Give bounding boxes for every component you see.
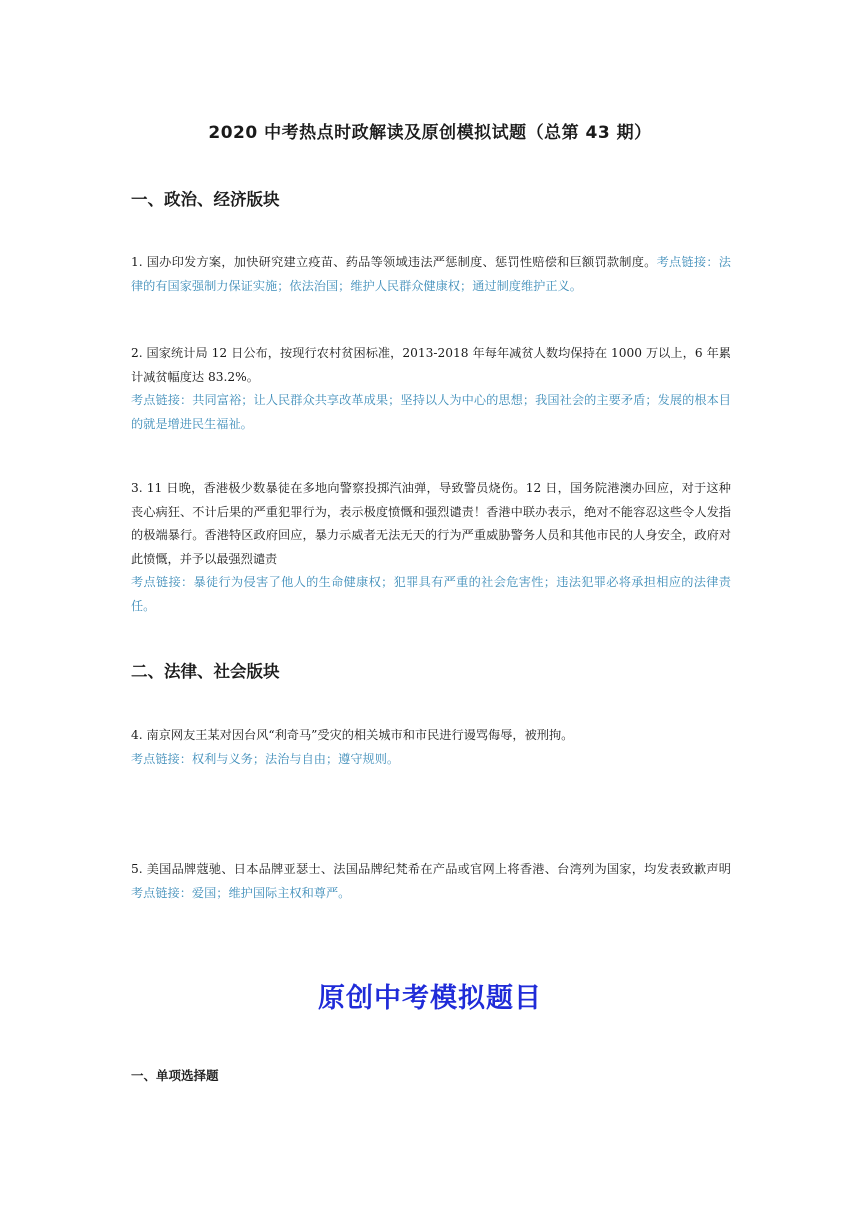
document-title: 2020 中考热点时政解读及原创模拟试题（总第 43 期） xyxy=(208,123,652,143)
exam-point-link: 考点链接：爱国；维护国际主权和尊严。 xyxy=(131,885,351,900)
news-item-text: 1. 国办印发方案，加快研究建立疫苗、药品等领域违法严惩制度、惩罚性赔偿和巨额罚款制度。 xyxy=(131,255,657,269)
section-heading-law-society: 二、法律、社会版块 xyxy=(131,662,280,681)
exam-point-link: 考点链接：法律的有国家强制力保证实施；依法治国；维护人民群众健康权；通过制度维护正义。 xyxy=(131,255,731,293)
news-item-text: 2. 国家统计局 12 日公布，按现行农村贫困标准，2013-2018 年每年减贫人数均保持在 1000 万以上，6 年累计减贫幅度达 83.2%。 xyxy=(131,346,731,384)
news-item-2 xyxy=(131,342,731,436)
news-item-4 xyxy=(131,724,731,771)
exam-point-link: 考点链接：共同富裕；让人民群众共享改革成果；坚持以人为中心的思想；我国社会的主要矛盾；发展的根本目的就是增进民生福祉。 xyxy=(131,393,731,431)
news-item-text: 4. 南京网友王某对因台风“利奇马”受灾的相关城市和市民进行谩骂侮辱，被刑拘。 xyxy=(131,728,574,742)
news-item-3 xyxy=(131,477,731,618)
section-heading-politics-economy: 一、政治、经济版块 xyxy=(131,190,280,209)
exam-point-link: 考点链接：暴徒行为侵害了他人的生命健康权；犯罪具有严重的社会危害性；违法犯罪必将承担相应的法律责任。 xyxy=(131,575,731,613)
news-item-1 xyxy=(131,251,731,298)
news-item-text: 5. 美国品牌蔻驰、日本品牌亚瑟士、法国品牌纪梵希在产品或官网上将香港、台湾列为国家，均发表致歉声明 xyxy=(131,862,731,876)
question-type-heading: 一、单项选择题 xyxy=(131,1068,219,1083)
news-item-text: 3. 11 日晚，香港极少数暴徒在多地向警察投掷汽油弹，导致警员烧伤。12 日，国务院港澳办回应，对于这种丧心病狂、不计后果的严重犯罪行为，表示极度愤慨和强烈谴责！香港中联办表示，绝对不能容忍这些令人发指的极端暴行。香港特区政府回应，暴力示威者无法无天的行为严重威胁警务人员和其他市民的人身安全，政府对此愤慨，并予以最强烈谴责 xyxy=(131,481,731,566)
exam-section-title: 原创中考模拟题目 xyxy=(318,983,542,1014)
news-item-5 xyxy=(131,858,731,905)
exam-point-link: 考点链接：权利与义务；法治与自由；遵守规则。 xyxy=(131,751,400,766)
